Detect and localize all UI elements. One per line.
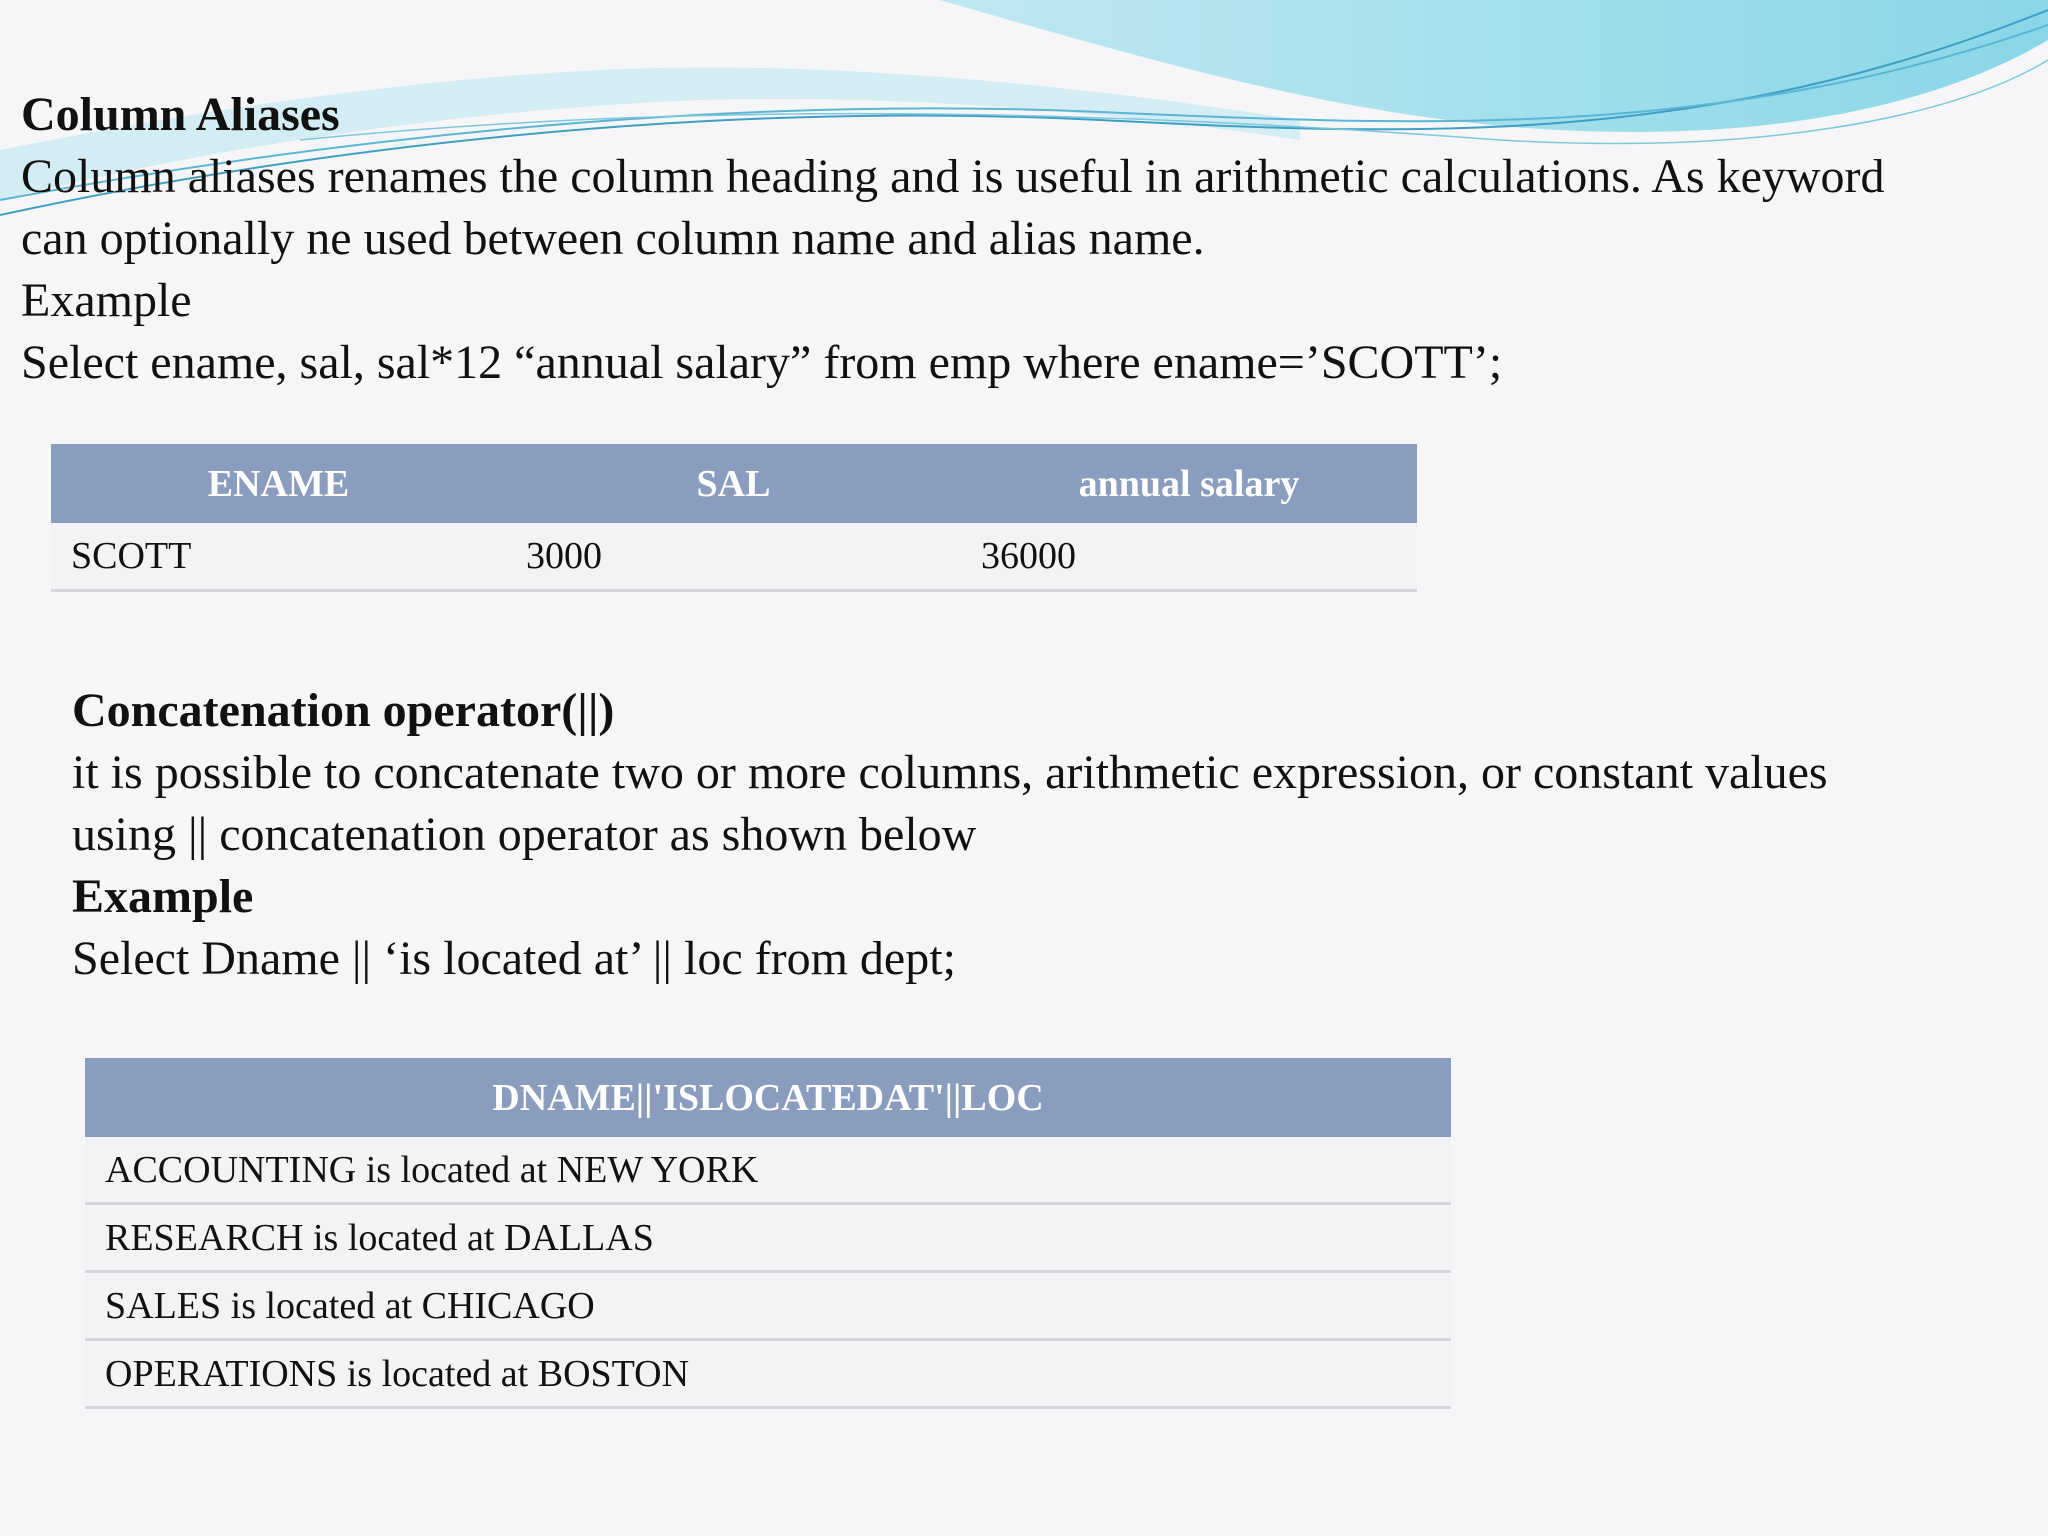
column-header: annual salary xyxy=(961,444,1417,523)
example-label: Example xyxy=(72,870,254,923)
table-cell: SCOTT xyxy=(51,523,506,591)
table-cell: ACCOUNTING is located at NEW YORK xyxy=(85,1137,1451,1204)
table-cell: 36000 xyxy=(961,523,1417,591)
table-cell: RESEARCH is located at DALLAS xyxy=(85,1204,1451,1272)
table-cell: SALES is located at CHICAGO xyxy=(85,1272,1451,1340)
concatenation-section xyxy=(72,680,2022,990)
table-header-row xyxy=(85,1058,1451,1137)
table-header-row xyxy=(51,444,1417,523)
table-row xyxy=(85,1204,1451,1272)
section-title: Column Aliases xyxy=(21,88,340,141)
table-row xyxy=(51,523,1417,591)
column-header: SAL xyxy=(506,444,961,523)
column-aliases-section xyxy=(21,84,2021,394)
section-description: can optionally ne used between column name and alias name. xyxy=(21,212,1205,265)
example-label: Example xyxy=(21,274,192,327)
column-header: DNAME||'ISLOCATEDAT'||LOC xyxy=(85,1058,1451,1137)
table-row xyxy=(85,1137,1451,1204)
table-row xyxy=(85,1272,1451,1340)
sql-query: Select ename, sal, sal*12 “annual salary” from emp where ename=’SCOTT’; xyxy=(21,336,1503,389)
table-cell: 3000 xyxy=(506,523,961,591)
sql-query: Select Dname || ‘is located at’ || loc from dept; xyxy=(72,932,956,985)
section-description: Column aliases renames the column heading and is useful in arithmetic calculations. As keyword xyxy=(21,150,1885,203)
section-description: using || concatenation operator as shown below xyxy=(72,808,977,861)
table-row xyxy=(85,1340,1451,1408)
section-title: Concatenation operator(||) xyxy=(72,684,615,737)
section-description: it is possible to concatenate two or more columns, arithmetic expression, or constant values xyxy=(72,746,1828,799)
table-cell: OPERATIONS is located at BOSTON xyxy=(85,1340,1451,1408)
aliases-result-table xyxy=(51,444,1417,592)
column-header: ENAME xyxy=(51,444,506,523)
concatenation-result-table xyxy=(85,1058,1451,1409)
